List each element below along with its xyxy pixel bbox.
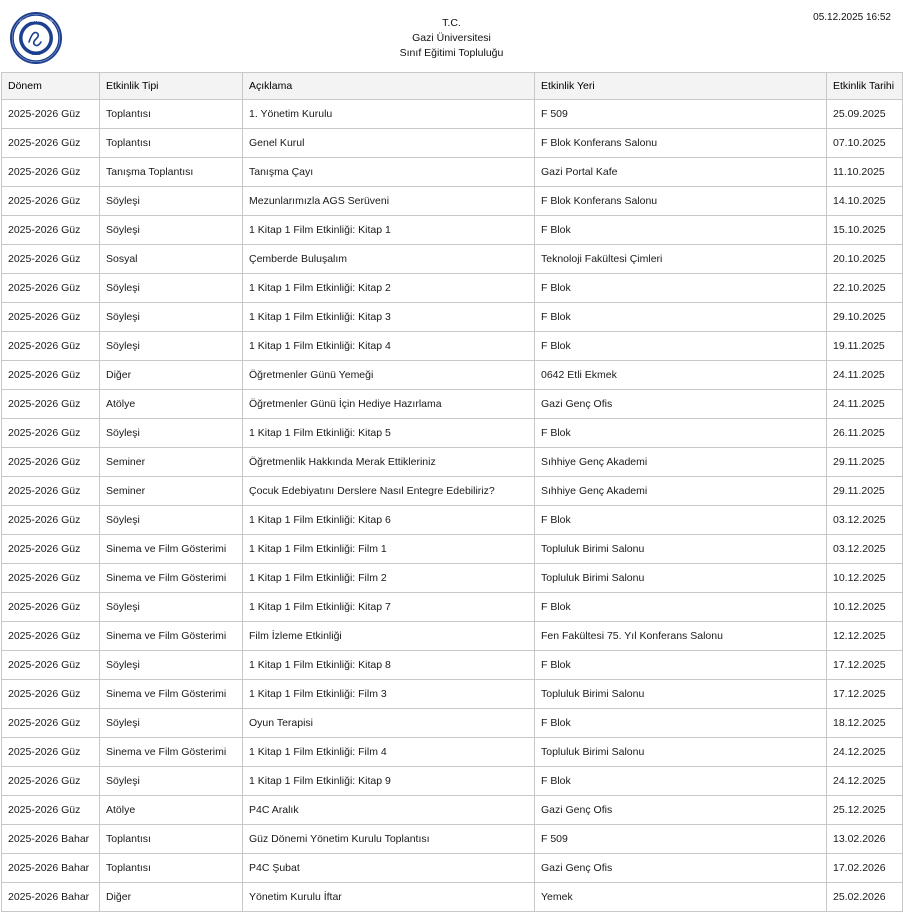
cell-donem: 2025-2026 Güz	[2, 100, 100, 129]
cell-aciklama: Öğretmenlik Hakkında Merak Ettikleriniz	[243, 448, 535, 477]
cell-donem: 2025-2026 Güz	[2, 796, 100, 825]
cell-etkinlik-tipi: Söyleşi	[100, 216, 243, 245]
cell-donem: 2025-2026 Güz	[2, 187, 100, 216]
table-body	[2, 100, 903, 912]
cell-donem: 2025-2026 Güz	[2, 129, 100, 158]
cell-etkinlik-tipi: Söyleşi	[100, 767, 243, 796]
cell-donem: 2025-2026 Güz	[2, 535, 100, 564]
cell-aciklama: 1 Kitap 1 Film Etkinliği: Kitap 2	[243, 274, 535, 303]
table-row	[2, 767, 903, 796]
table-row	[2, 564, 903, 593]
cell-aciklama: Güz Dönemi Yönetim Kurulu Toplantısı	[243, 825, 535, 854]
cell-etkinlik-tipi: Sinema ve Film Gösterimi	[100, 738, 243, 767]
cell-donem: 2025-2026 Güz	[2, 361, 100, 390]
svg-text:GAZİ ÜNİVERSİTESİ: GAZİ ÜNİVERSİTESİ	[18, 19, 54, 23]
cell-etkinlik-tarihi: 29.11.2025	[827, 477, 903, 506]
cell-etkinlik-yeri: 0642 Etli Ekmek	[535, 361, 827, 390]
cell-etkinlik-yeri: Sıhhiye Genç Akademi	[535, 448, 827, 477]
cell-etkinlik-tipi: Toplantısı	[100, 825, 243, 854]
cell-etkinlik-yeri: F 509	[535, 100, 827, 129]
cell-aciklama: Öğretmenler Günü Yemeği	[243, 361, 535, 390]
column-header-etkinlik-yeri: Etkinlik Yeri	[535, 73, 827, 100]
cell-aciklama: 1 Kitap 1 Film Etkinliği: Kitap 9	[243, 767, 535, 796]
table-row	[2, 854, 903, 883]
cell-etkinlik-tipi: Söyleşi	[100, 187, 243, 216]
cell-etkinlik-tarihi: 29.11.2025	[827, 448, 903, 477]
table-row	[2, 100, 903, 129]
cell-donem: 2025-2026 Güz	[2, 216, 100, 245]
header-line-tc: T.C.	[442, 17, 461, 29]
cell-aciklama: 1 Kitap 1 Film Etkinliği: Kitap 6	[243, 506, 535, 535]
cell-donem: 2025-2026 Güz	[2, 245, 100, 274]
table-row	[2, 274, 903, 303]
cell-donem: 2025-2026 Güz	[2, 274, 100, 303]
cell-etkinlik-tarihi: 24.11.2025	[827, 361, 903, 390]
cell-etkinlik-tipi: Tanışma Toplantısı	[100, 158, 243, 187]
cell-aciklama: Genel Kurul	[243, 129, 535, 158]
cell-aciklama: 1 Kitap 1 Film Etkinliği: Kitap 1	[243, 216, 535, 245]
cell-donem: 2025-2026 Güz	[2, 651, 100, 680]
cell-etkinlik-tarihi: 25.12.2025	[827, 796, 903, 825]
cell-donem: 2025-2026 Güz	[2, 767, 100, 796]
cell-etkinlik-tipi: Sinema ve Film Gösterimi	[100, 564, 243, 593]
cell-etkinlik-tarihi: 17.12.2025	[827, 651, 903, 680]
table-row	[2, 506, 903, 535]
cell-aciklama: P4C Şubat	[243, 854, 535, 883]
cell-aciklama: 1 Kitap 1 Film Etkinliği: Film 2	[243, 564, 535, 593]
table-row	[2, 303, 903, 332]
cell-aciklama: 1 Kitap 1 Film Etkinliği: Kitap 8	[243, 651, 535, 680]
cell-etkinlik-tarihi: 03.12.2025	[827, 506, 903, 535]
cell-etkinlik-tarihi: 24.11.2025	[827, 390, 903, 419]
cell-etkinlik-tipi: Söyleşi	[100, 332, 243, 361]
cell-etkinlik-tipi: Söyleşi	[100, 593, 243, 622]
cell-etkinlik-yeri: Teknoloji Fakültesi Çimleri	[535, 245, 827, 274]
cell-etkinlik-tarihi: 29.10.2025	[827, 303, 903, 332]
cell-aciklama: Çemberde Buluşalım	[243, 245, 535, 274]
cell-etkinlik-tarihi: 11.10.2025	[827, 158, 903, 187]
cell-etkinlik-tarihi: 24.12.2025	[827, 738, 903, 767]
cell-etkinlik-tarihi: 17.12.2025	[827, 680, 903, 709]
cell-etkinlik-yeri: F Blok	[535, 709, 827, 738]
cell-etkinlik-yeri: Yemek	[535, 883, 827, 912]
cell-etkinlik-tipi: Atölye	[100, 390, 243, 419]
cell-etkinlik-yeri: F Blok	[535, 274, 827, 303]
header-line-community: Sınıf Eğitimi Topluluğu	[399, 47, 504, 60]
cell-etkinlik-yeri: F Blok	[535, 767, 827, 796]
cell-etkinlik-tipi: Diğer	[100, 883, 243, 912]
cell-aciklama: Film İzleme Etkinliği	[243, 622, 535, 651]
cell-donem: 2025-2026 Güz	[2, 332, 100, 361]
table-row	[2, 245, 903, 274]
cell-etkinlik-tipi: Toplantısı	[100, 129, 243, 158]
cell-etkinlik-tipi: Seminer	[100, 448, 243, 477]
cell-aciklama: 1 Kitap 1 Film Etkinliği: Film 4	[243, 738, 535, 767]
table-row	[2, 738, 903, 767]
cell-etkinlik-tipi: Diğer	[100, 361, 243, 390]
cell-etkinlik-tarihi: 03.12.2025	[827, 535, 903, 564]
table-row	[2, 390, 903, 419]
cell-etkinlik-tipi: Sinema ve Film Gösterimi	[100, 535, 243, 564]
cell-donem: 2025-2026 Güz	[2, 593, 100, 622]
cell-etkinlik-tipi: Söyleşi	[100, 506, 243, 535]
cell-donem: 2025-2026 Güz	[2, 680, 100, 709]
cell-etkinlik-yeri: Gazi Genç Ofis	[535, 854, 827, 883]
cell-aciklama: Oyun Terapisi	[243, 709, 535, 738]
cell-etkinlik-tipi: Sinema ve Film Gösterimi	[100, 622, 243, 651]
cell-etkinlik-yeri: F Blok Konferans Salonu	[535, 187, 827, 216]
cell-aciklama: P4C Aralık	[243, 796, 535, 825]
column-header-etkinlik-tipi: Etkinlik Tipi	[100, 73, 243, 100]
cell-etkinlik-yeri: Sıhhiye Genç Akademi	[535, 477, 827, 506]
cell-etkinlik-yeri: F Blok	[535, 332, 827, 361]
table-header-row	[2, 73, 903, 100]
cell-donem: 2025-2026 Güz	[2, 738, 100, 767]
cell-donem: 2025-2026 Bahar	[2, 883, 100, 912]
cell-donem: 2025-2026 Güz	[2, 448, 100, 477]
cell-aciklama: Yönetim Kurulu İftar	[243, 883, 535, 912]
cell-etkinlik-tarihi: 10.12.2025	[827, 593, 903, 622]
cell-etkinlik-tipi: Söyleşi	[100, 651, 243, 680]
cell-etkinlik-tipi: Atölye	[100, 796, 243, 825]
cell-etkinlik-yeri: Gazi Portal Kafe	[535, 158, 827, 187]
table-row	[2, 535, 903, 564]
cell-etkinlik-yeri: Fen Fakültesi 75. Yıl Konferans Salonu	[535, 622, 827, 651]
cell-etkinlik-yeri: Topluluk Birimi Salonu	[535, 738, 827, 767]
cell-etkinlik-tarihi: 14.10.2025	[827, 187, 903, 216]
table-row	[2, 709, 903, 738]
cell-aciklama: 1 Kitap 1 Film Etkinliği: Kitap 7	[243, 593, 535, 622]
events-table	[1, 72, 903, 912]
cell-etkinlik-yeri: F Blok	[535, 216, 827, 245]
header-titles	[8, 10, 895, 62]
cell-donem: 2025-2026 Bahar	[2, 854, 100, 883]
cell-etkinlik-tarihi: 17.02.2026	[827, 854, 903, 883]
cell-aciklama: 1 Kitap 1 Film Etkinliği: Film 1	[243, 535, 535, 564]
university-logo-icon	[10, 12, 62, 64]
table-row	[2, 158, 903, 187]
cell-etkinlik-yeri: Gazi Genç Ofis	[535, 390, 827, 419]
cell-etkinlik-tipi: Sinema ve Film Gösterimi	[100, 680, 243, 709]
cell-etkinlik-yeri: F Blok Konferans Salonu	[535, 129, 827, 158]
cell-etkinlik-yeri: F Blok	[535, 651, 827, 680]
cell-etkinlik-yeri: Topluluk Birimi Salonu	[535, 564, 827, 593]
cell-donem: 2025-2026 Güz	[2, 709, 100, 738]
cell-etkinlik-tarihi: 10.12.2025	[827, 564, 903, 593]
cell-aciklama: Çocuk Edebiyatını Derslere Nasıl Entegre Edebiliriz?	[243, 477, 535, 506]
cell-donem: 2025-2026 Güz	[2, 303, 100, 332]
table-row	[2, 448, 903, 477]
table-row	[2, 216, 903, 245]
cell-aciklama: 1 Kitap 1 Film Etkinliği: Kitap 4	[243, 332, 535, 361]
cell-etkinlik-tarihi: 15.10.2025	[827, 216, 903, 245]
cell-etkinlik-tipi: Söyleşi	[100, 419, 243, 448]
table-row	[2, 477, 903, 506]
cell-etkinlik-tarihi: 24.12.2025	[827, 767, 903, 796]
table-row	[2, 622, 903, 651]
cell-aciklama: Mezunlarımızla AGS Serüveni	[243, 187, 535, 216]
document-header	[0, 0, 903, 72]
cell-aciklama: 1. Yönetim Kurulu	[243, 100, 535, 129]
cell-donem: 2025-2026 Güz	[2, 390, 100, 419]
cell-etkinlik-tarihi: 20.10.2025	[827, 245, 903, 274]
svg-text:1926: 1926	[31, 51, 41, 56]
cell-donem: 2025-2026 Bahar	[2, 825, 100, 854]
report-datetime: 05.12.2025 16:52	[813, 12, 891, 23]
cell-donem: 2025-2026 Güz	[2, 564, 100, 593]
cell-etkinlik-yeri: Topluluk Birimi Salonu	[535, 680, 827, 709]
cell-aciklama: 1 Kitap 1 Film Etkinliği: Kitap 5	[243, 419, 535, 448]
table-row	[2, 825, 903, 854]
table-row	[2, 796, 903, 825]
header-line-university: Gazi Üniversitesi	[412, 32, 491, 45]
cell-etkinlik-tarihi: 13.02.2026	[827, 825, 903, 854]
cell-etkinlik-yeri: Topluluk Birimi Salonu	[535, 535, 827, 564]
cell-etkinlik-tipi: Sosyal	[100, 245, 243, 274]
cell-etkinlik-tarihi: 22.10.2025	[827, 274, 903, 303]
table-row	[2, 593, 903, 622]
cell-etkinlik-tarihi: 26.11.2025	[827, 419, 903, 448]
cell-etkinlik-tarihi: 18.12.2025	[827, 709, 903, 738]
cell-etkinlik-tipi: Seminer	[100, 477, 243, 506]
table-row	[2, 419, 903, 448]
column-header-donem: Dönem	[2, 73, 100, 100]
cell-etkinlik-tipi: Söyleşi	[100, 709, 243, 738]
cell-donem: 2025-2026 Güz	[2, 622, 100, 651]
cell-donem: 2025-2026 Güz	[2, 158, 100, 187]
cell-etkinlik-tarihi: 19.11.2025	[827, 332, 903, 361]
cell-etkinlik-tipi: Söyleşi	[100, 303, 243, 332]
cell-donem: 2025-2026 Güz	[2, 506, 100, 535]
cell-etkinlik-tipi: Toplantısı	[100, 100, 243, 129]
table-row	[2, 680, 903, 709]
table-row	[2, 332, 903, 361]
table-row	[2, 651, 903, 680]
cell-etkinlik-yeri: F Blok	[535, 506, 827, 535]
cell-aciklama: 1 Kitap 1 Film Etkinliği: Film 3	[243, 680, 535, 709]
cell-etkinlik-tarihi: 12.12.2025	[827, 622, 903, 651]
column-header-etkinlik-tarihi: Etkinlik Tarihi	[827, 73, 903, 100]
column-header-aciklama: Açıklama	[243, 73, 535, 100]
cell-etkinlik-yeri: Gazi Genç Ofis	[535, 796, 827, 825]
cell-aciklama: Tanışma Çayı	[243, 158, 535, 187]
cell-etkinlik-tarihi: 25.09.2025	[827, 100, 903, 129]
table-row	[2, 361, 903, 390]
cell-etkinlik-tipi: Toplantısı	[100, 854, 243, 883]
cell-etkinlik-yeri: F Blok	[535, 419, 827, 448]
table-row	[2, 883, 903, 912]
cell-etkinlik-tarihi: 07.10.2025	[827, 129, 903, 158]
table-row	[2, 129, 903, 158]
cell-etkinlik-yeri: F Blok	[535, 303, 827, 332]
cell-etkinlik-tarihi: 25.02.2026	[827, 883, 903, 912]
cell-etkinlik-tipi: Söyleşi	[100, 274, 243, 303]
cell-aciklama: Öğretmenler Günü İçin Hediye Hazırlama	[243, 390, 535, 419]
cell-etkinlik-yeri: F Blok	[535, 593, 827, 622]
cell-donem: 2025-2026 Güz	[2, 477, 100, 506]
table-row	[2, 187, 903, 216]
cell-etkinlik-yeri: F 509	[535, 825, 827, 854]
cell-aciklama: 1 Kitap 1 Film Etkinliği: Kitap 3	[243, 303, 535, 332]
cell-donem: 2025-2026 Güz	[2, 419, 100, 448]
